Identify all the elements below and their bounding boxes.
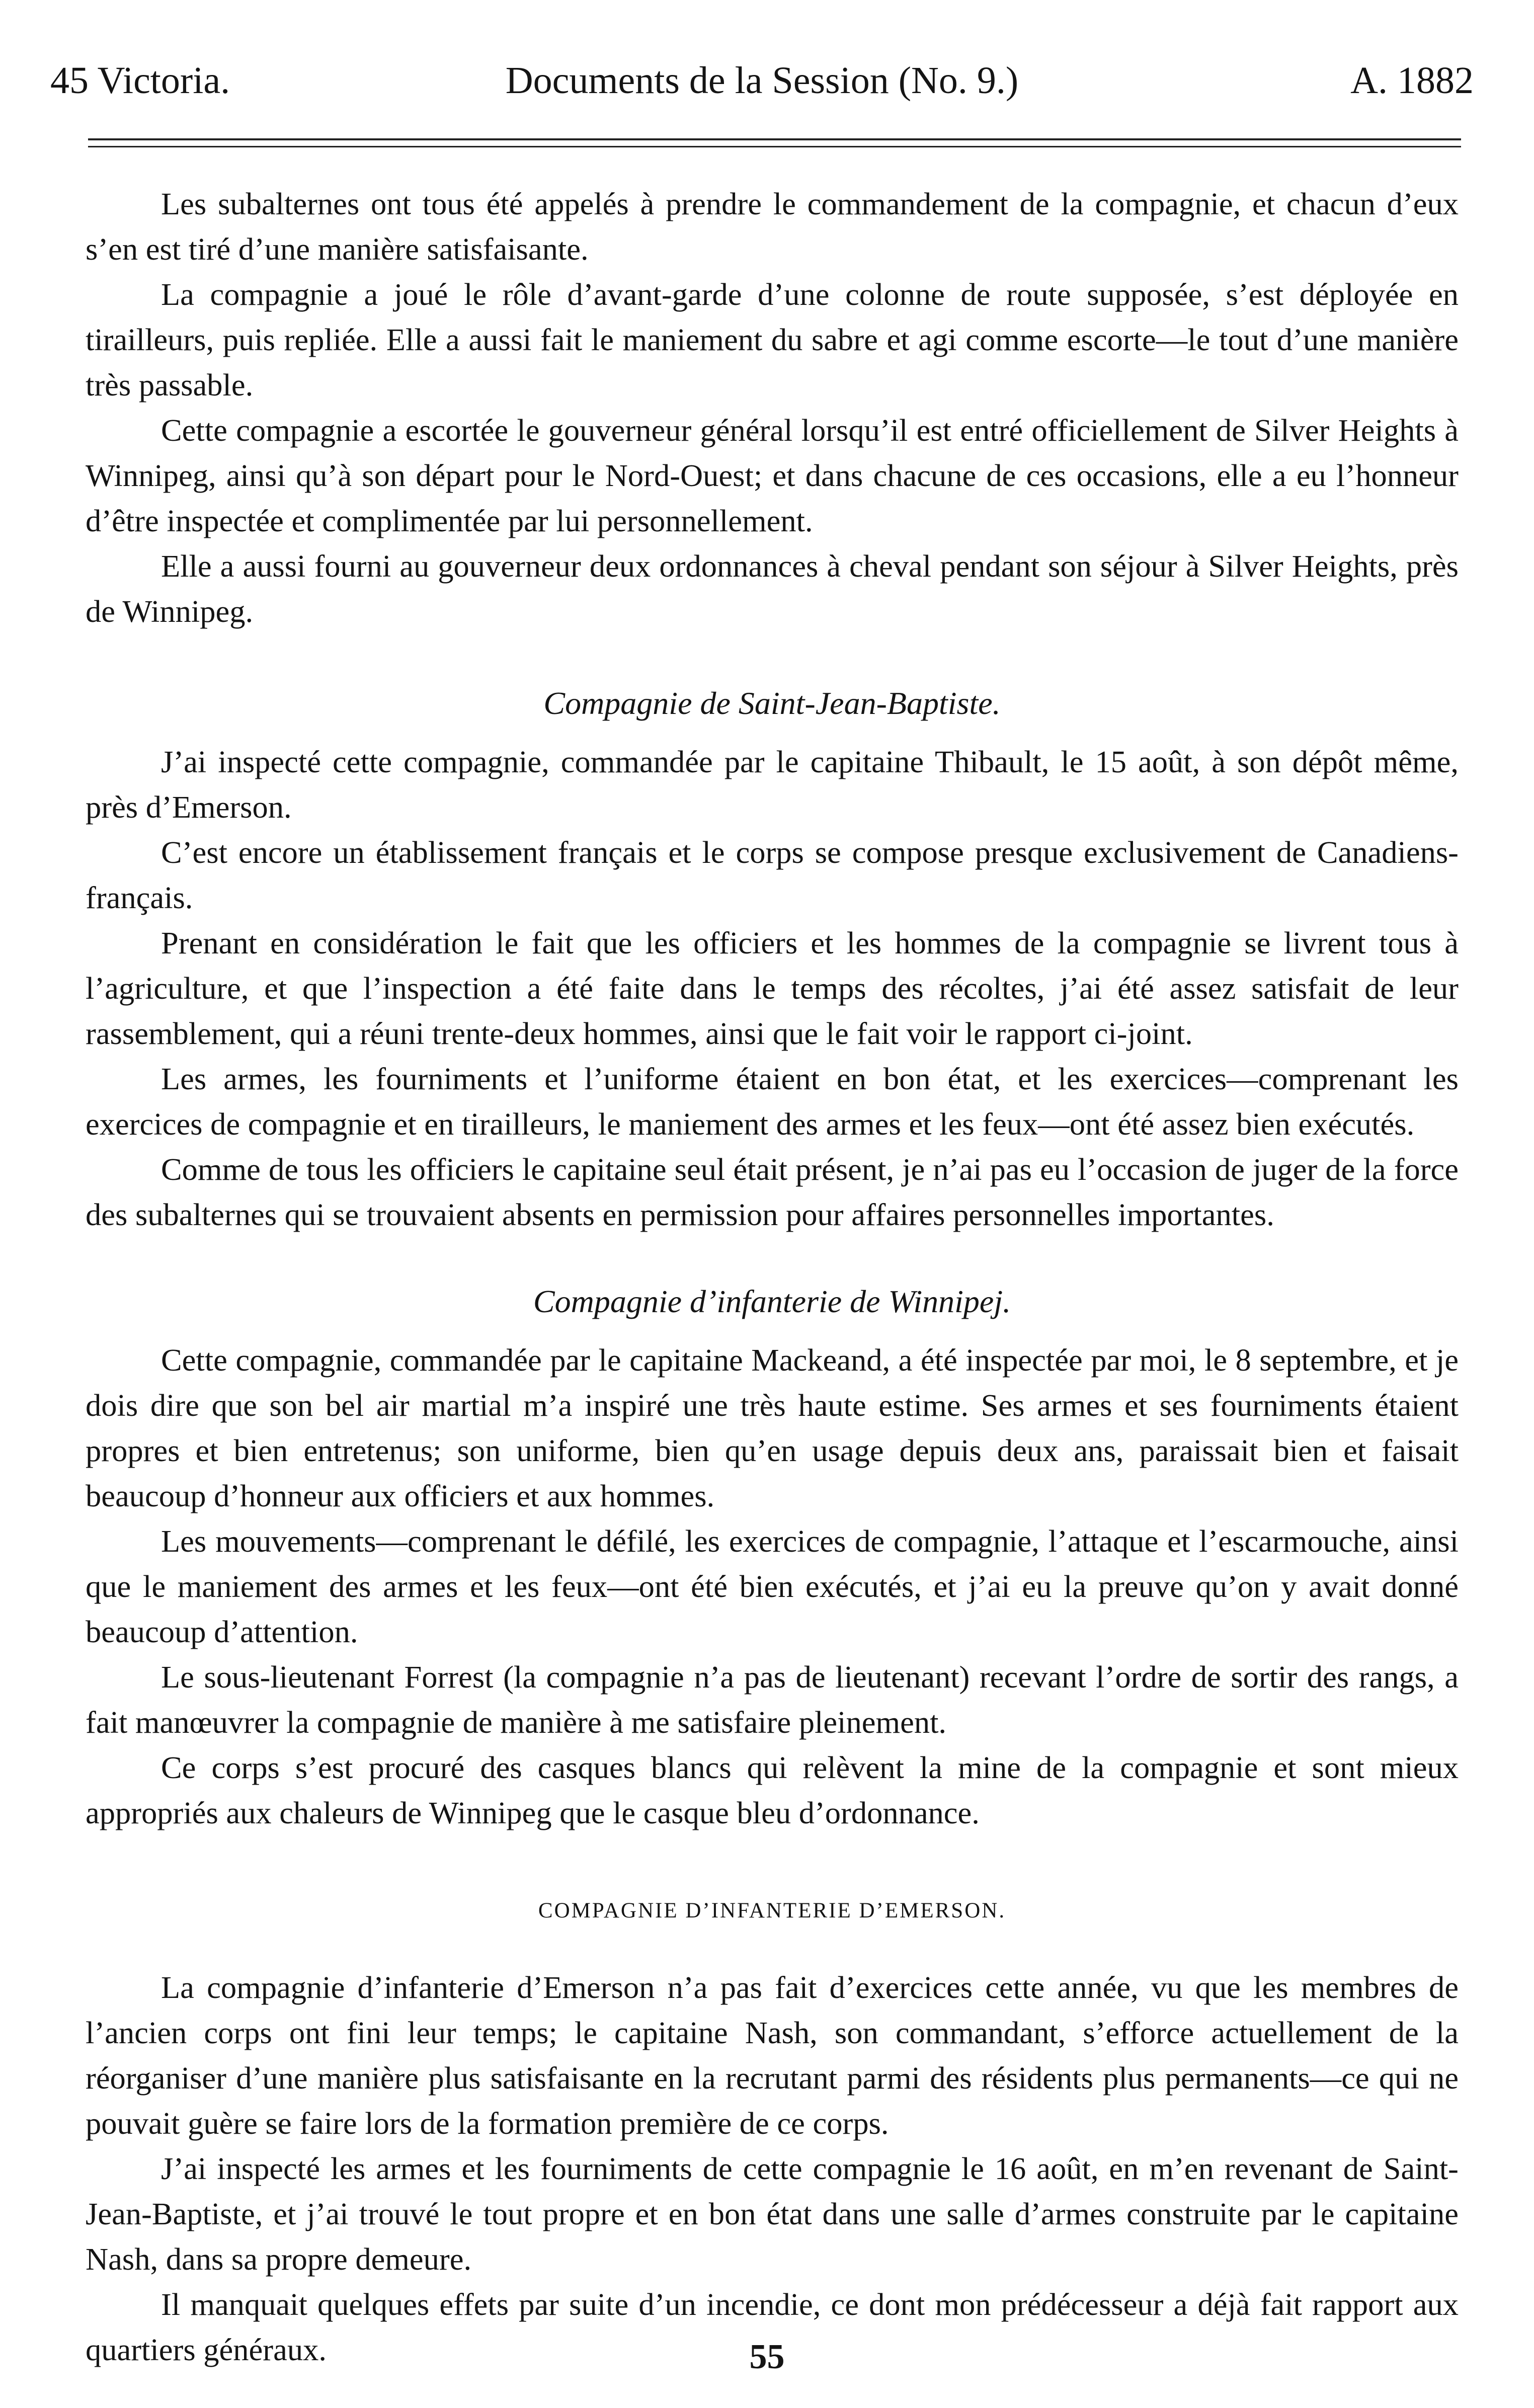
paragraph: La compagnie d’infanterie d’Emerson n’a pas fait d’exercices cette année, vu que les membres de l’ancien corps ont fini leur temps; le capitaine Nash, son commandant, s’efforce actuellement de la réorganiser d’une manière plus satisfaisante en la recrutant parmi des résidents plus permanents—ce qui ne pouvait guère se faire lors de la formation première de ce corps.	[86, 1970, 1459, 2141]
paragraph: Cette compagnie a escortée le gouverneur général lorsqu’il est entré officiellement de Silver Heights à Winnipeg, ainsi qu’à son départ pour le Nord-Ouest; et dans chacune de ces occasions, elle a eu l’honneur d’être inspectée et complimentée par lui personnellement.	[86, 413, 1459, 538]
paragraph: La compagnie a joué le rôle d’avant-garde d’une colonne de route supposée, s’est déployée en tirailleurs, puis repliée. Elle a aussi fait le maniement du sabre et agi comme escorte—le tout d’une manière très passable.	[86, 277, 1459, 403]
running-header	[50, 53, 1474, 108]
header-session-year: 45 Victoria.	[50, 59, 230, 102]
paragraph: Elle a aussi fourni au gouverneur deux ordonnances à cheval pendant son séjour à Silver Heights, près de Winnipeg.	[86, 548, 1459, 629]
paragraph: Prenant en considération le fait que les officiers et les hommes de la compagnie se livrent tous à l’agriculture, et que l’inspection a été faite dans le temps des récoltes, j’ai été assez satisfait de leur rassemblement, qui a réuni trente-deux hommes, ainsi que le fait voir le rapport ci-joint.	[86, 925, 1459, 1051]
paragraph: Cette compagnie, commandée par le capitaine Mackeand, a été inspectée par moi, le 8 septembre, et je dois dire que son bel air martial m’a inspiré une très haute estime. Ses armes et ses fourniments étaient propres et bien entretenus; son uniforme, bien qu’en usage depuis deux ans, paraissait bien et faisait beaucoup d’honneur aux officiers et aux hommes.	[86, 1342, 1459, 1513]
document-body	[86, 181, 1459, 2372]
header-rule-top	[88, 138, 1461, 140]
page-number: 55	[749, 2338, 785, 2376]
paragraph: C’est encore un établissement français et le corps se compose presque exclusivement de Canadiens-français.	[86, 835, 1459, 915]
header-rule-bottom	[88, 146, 1461, 147]
paragraph: Ce corps s’est procuré des casques blancs qui relèvent la mine de la compagnie et sont mieux appropriés aux chaleurs de Winnipeg que le casque bleu d’ordonnance.	[86, 1750, 1459, 1830]
paragraph: Les armes, les fourniments et l’uniforme étaient en bon état, et les exercices—comprenant les exercices de compagnie et en tirailleurs, le maniement des armes et les feux—ont été assez bien exécutés.	[86, 1061, 1459, 1142]
section-heading-winnipeg: Compagnie d’infanterie de Winnipej.	[533, 1283, 1011, 1319]
paragraph: J’ai inspecté les armes et les fourniments de cette compagnie le 16 août, en m’en revenant de Saint-Jean-Baptiste, et j’ai trouvé le tout propre et en bon état dans une salle d’armes construite par le capitaine Nash, dans sa propre demeure.	[86, 2151, 1459, 2277]
section-heading-saint-jean-baptiste: Compagnie de Saint-Jean-Baptiste.	[543, 685, 1001, 721]
paragraph: Le sous-lieutenant Forrest (la compagnie n’a pas de lieutenant) recevant l’ordre de sortir des rangs, a fait manœuvrer la compagnie de manière à me satisfaire pleinement.	[86, 1659, 1459, 1740]
paragraph: J’ai inspecté cette compagnie, commandée par le capitaine Thibault, le 15 août, à son dépôt même, près d’Emerson.	[86, 744, 1459, 825]
header-year: A. 1882	[1350, 59, 1474, 102]
paragraph: Comme de tous les officiers le capitaine seul était présent, je n’ai pas eu l’occasion de juger de la force des subalternes qui se trouvaient absents en permission pour affaires personnelles importantes.	[86, 1152, 1459, 1232]
paragraph: Les subalternes ont tous été appelés à prendre le commandement de la compagnie, et chacun d’eux s’en est tiré d’une manière satisfaisante.	[86, 186, 1459, 267]
paragraph: Les mouvements—comprenant le défilé, les exercices de compagnie, l’attaque et l’escarmouche, ainsi que le maniement des armes et les feux—ont été bien exécutés, et j’ai eu la preuve qu’on y avait donné beaucoup d’attention.	[86, 1523, 1459, 1649]
header-title: Documents de la Session (No. 9.)	[505, 59, 1019, 102]
paragraph: Il manquait quelques effets par suite d’un incendie, ce dont mon prédécesseur a déjà fait rapport aux quartiers généraux.	[86, 2287, 1459, 2367]
section-heading-emerson: COMPAGNIE D’INFANTERIE D’EMERSON.	[538, 1899, 1006, 1922]
